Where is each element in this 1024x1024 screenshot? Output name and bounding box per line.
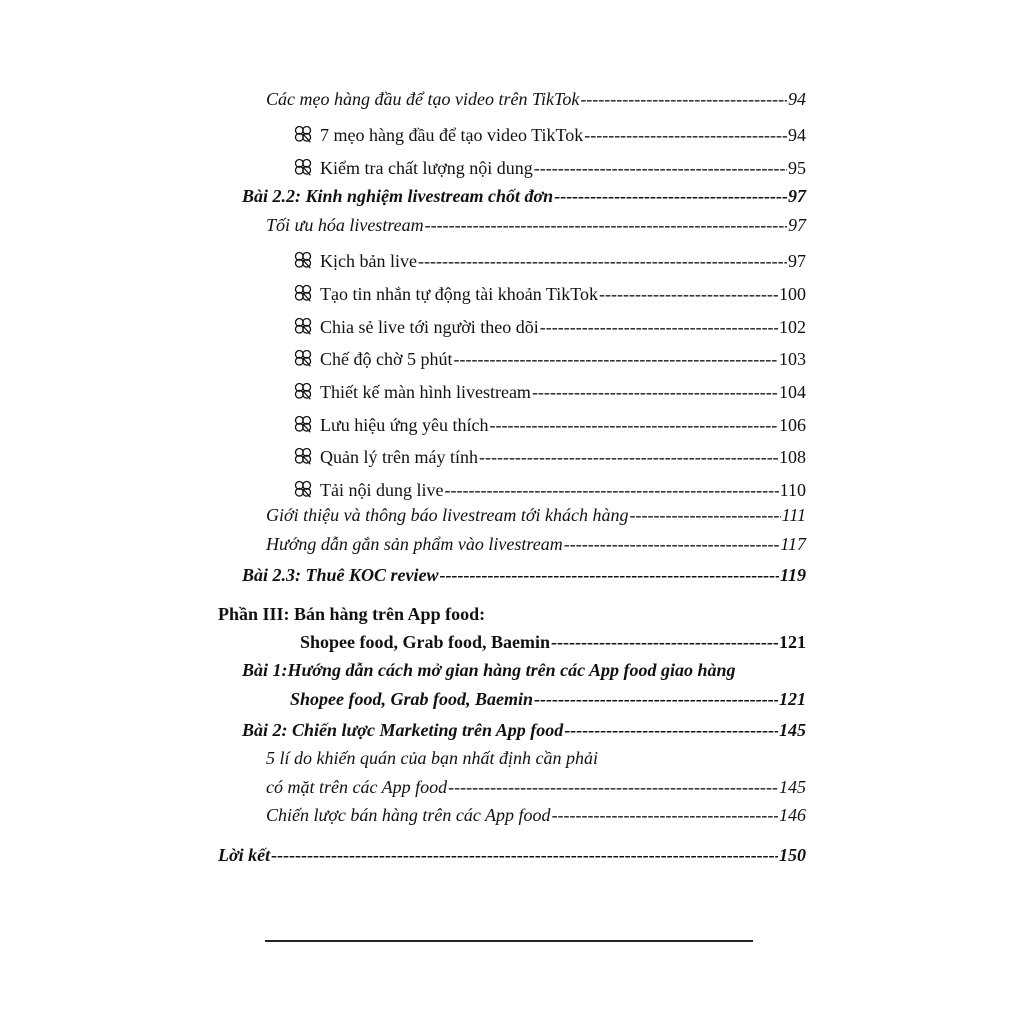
toc-entry-page: 117	[780, 534, 806, 554]
toc-entry-title: Bài 2: Chiến lược Marketing trên App food	[242, 720, 564, 740]
clover-icon	[292, 249, 314, 271]
toc-entry-title: Chia sẻ live tới người theo dõi	[320, 317, 539, 337]
toc-entry-page: 111	[781, 505, 806, 525]
toc-leader	[554, 185, 787, 207]
toc-leader	[479, 446, 778, 468]
toc-entry-page: 104	[779, 382, 806, 402]
toc-leader	[425, 214, 787, 236]
toc-entry-page: 119	[779, 565, 806, 585]
toc-leader	[534, 688, 778, 710]
toc-entry-title: Kiểm tra chất lượng nội dung	[320, 158, 533, 178]
toc-leader	[584, 124, 787, 146]
toc-leader	[448, 776, 778, 798]
clover-icon	[292, 478, 314, 500]
toc-entry[interactable]	[292, 409, 806, 436]
toc-entry[interactable]	[292, 376, 806, 403]
toc-leader	[271, 844, 778, 866]
clover-icon	[292, 156, 314, 178]
toc-entry-title: Tối ưu hóa livestream	[266, 215, 424, 235]
toc-leader	[454, 348, 778, 370]
toc-entry[interactable]	[266, 533, 806, 555]
toc-entry-title: Quản lý trên máy tính	[320, 447, 478, 467]
toc-entry[interactable]	[292, 119, 806, 146]
toc-entry-title: Chiến lược bán hàng trên các App food	[266, 805, 551, 825]
toc-entry-title: Chế độ chờ 5 phút	[320, 349, 453, 369]
toc-entry-title: 7 mẹo hàng đầu để tạo video TikTok	[320, 125, 584, 145]
toc-entry-title: Thiết kế màn hình livestream	[320, 382, 531, 402]
toc-entry-title: Bài 2.2: Kinh nghiệm livestream chốt đơn	[242, 186, 554, 206]
toc-entry-title: Các mẹo hàng đầu để tạo video trên TikTok	[266, 89, 580, 109]
toc-entry-page: 121	[779, 632, 806, 652]
toc-entry[interactable]	[242, 185, 806, 207]
toc-entry-page: 94	[788, 89, 806, 109]
clover-icon	[292, 315, 314, 337]
toc-entry-title: Lời kết	[218, 845, 271, 865]
toc-entry-title: Giới thiệu và thông báo livestream tới khách hàng	[266, 505, 629, 525]
toc-leader	[444, 479, 778, 501]
toc-entry-title: Tạo tin nhắn tự động tài khoản TikTok	[320, 284, 598, 304]
toc-entry[interactable]	[292, 474, 806, 501]
toc-entry-title: Kịch bản live	[320, 251, 417, 271]
toc-entry[interactable]	[266, 776, 806, 798]
toc-leader	[564, 719, 778, 741]
toc-leader	[489, 414, 778, 436]
toc-entry-title: Shopee food, Grab food, Baemin	[290, 689, 533, 709]
toc-entry[interactable]	[266, 504, 806, 526]
toc-entry-page: 145	[779, 720, 806, 740]
toc-entry[interactable]	[292, 311, 806, 338]
toc-leader	[534, 157, 787, 179]
toc-entry[interactable]	[266, 804, 806, 826]
toc-leader	[630, 504, 781, 526]
toc-leader	[540, 316, 778, 338]
toc-entry-title: Bài 2.3: Thuê KOC review	[242, 565, 439, 585]
clover-icon	[292, 445, 314, 467]
clover-icon	[292, 123, 314, 145]
toc-entry[interactable]	[300, 631, 806, 653]
toc-entry-title: Tải nội dung live	[320, 480, 444, 500]
toc-entry-page: 94	[788, 125, 806, 145]
toc-leader	[532, 381, 778, 403]
clover-icon	[292, 380, 314, 402]
toc-entry-page: 97	[788, 215, 806, 235]
footer-rule	[265, 940, 753, 942]
toc-leader	[564, 533, 780, 555]
toc-entry[interactable]	[292, 343, 806, 370]
part-heading: Phần III: Bán hàng trên App food:	[218, 604, 486, 624]
clover-icon	[292, 282, 314, 304]
toc-entry-page: 110	[779, 480, 806, 500]
clover-icon	[292, 413, 314, 435]
toc-leader	[552, 804, 778, 826]
toc-entry[interactable]	[266, 88, 806, 110]
toc-entry-page: 146	[779, 805, 806, 825]
toc-entry-title: có mặt trên các App food	[266, 777, 448, 797]
toc-leader	[580, 88, 787, 110]
toc-entry[interactable]	[292, 152, 806, 179]
lesson-heading: Bài 1:Hướng dẫn cách mở gian hàng trên các App food giao hàng	[242, 660, 736, 680]
toc-entry-page: 97	[788, 251, 806, 271]
toc-leader	[418, 250, 787, 272]
toc-entry-page: 97	[788, 186, 806, 206]
toc-leader	[440, 564, 779, 586]
toc-entry-page: 145	[779, 777, 806, 797]
toc-entry-page: 106	[779, 415, 806, 435]
toc-subtitle: 5 lí do khiến quán của bạn nhất định cần phải	[266, 748, 598, 768]
toc-entry[interactable]	[292, 441, 806, 468]
toc-entry[interactable]	[266, 214, 806, 236]
toc-entry-page: 100	[779, 284, 806, 304]
toc-leader	[551, 631, 778, 653]
toc-entry-page: 102	[779, 317, 806, 337]
toc-entry-title: Lưu hiệu ứng yêu thích	[320, 415, 489, 435]
toc-entry[interactable]	[292, 245, 806, 272]
toc-entry[interactable]	[242, 564, 806, 586]
toc-leader	[599, 283, 778, 305]
toc-entry-title: Shopee food, Grab food, Baemin	[300, 632, 551, 652]
toc-entry[interactable]	[218, 844, 806, 866]
toc-entry-page: 103	[779, 349, 806, 369]
toc-entry-page: 95	[788, 158, 806, 178]
toc-entry-page: 121	[779, 689, 806, 709]
toc-entry-page: 150	[779, 845, 806, 865]
toc-entry[interactable]	[242, 719, 806, 741]
toc-entry-title: Hướng dẫn gắn sản phẩm vào livestream	[266, 534, 563, 554]
toc-entry-page: 108	[779, 447, 806, 467]
toc-entry[interactable]	[292, 278, 806, 305]
toc-entry[interactable]	[290, 688, 806, 710]
clover-icon	[292, 347, 314, 369]
